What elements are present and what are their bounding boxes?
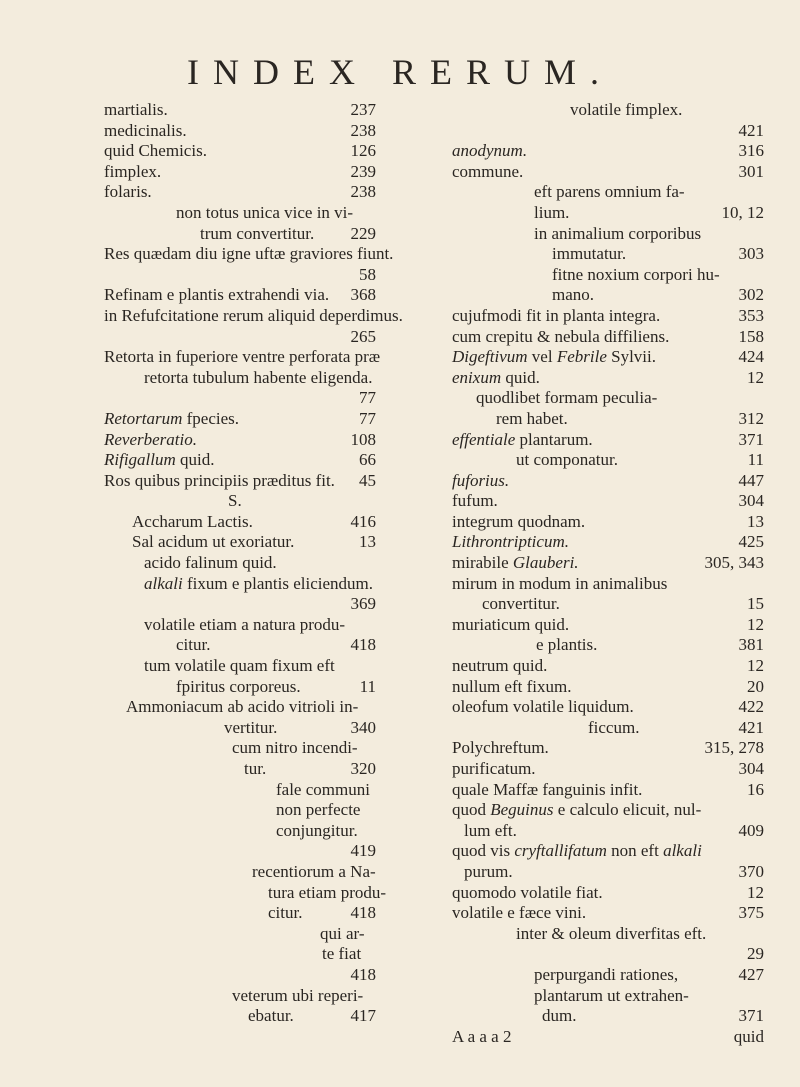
entry-text: fimplex. [104,161,162,181]
entry-page-number: 301 [738,161,764,181]
index-entry [104,635,376,656]
entry-page-number: 12 [747,882,764,902]
index-entry [104,574,376,595]
index-entry [104,841,376,862]
index-entry [452,553,764,574]
index-entry [452,718,764,739]
index-entry [104,182,376,203]
entry-text: eft parens omnium fa- [534,182,685,202]
index-entry [104,162,376,183]
entry-text: purificatum. [452,759,536,778]
entry-text: enixum quid. [452,367,540,387]
entry-text: muriaticum quid. [452,614,570,634]
entry-page-number: 16 [747,779,764,799]
index-entry [104,265,376,286]
entry-text: tum volatile quam fixum eft [144,656,335,676]
entry-page-number: 421 [738,120,764,140]
entry-text: plantarum ut extrahen- [534,985,689,1005]
entry-page-number: 303 [738,244,764,264]
entry-text: folaris. [104,182,152,202]
entry-text: cujufmodi fit in planta integra. [452,305,661,325]
index-entry [452,244,764,265]
entry-page-number: 419 [350,841,376,861]
entry-page-number: 447 [738,470,764,490]
entry-text: oleofum volatile liquidum. [452,697,634,717]
index-entry [104,986,376,1007]
entry-page-number: 15 [747,594,764,614]
index-entry [104,800,376,821]
index-entry [104,780,376,801]
entry-page-number: 58 [359,264,376,284]
entry-text: quid Chemicis. [104,141,207,161]
index-entry [104,368,376,389]
entry-text: neutrum quid. [452,656,548,676]
index-entry [104,759,376,780]
entry-text: Ammoniacum ab acido vitrioli in- [126,697,359,717]
entry-text: mirum in modum in animalibus [452,573,668,593]
entry-text: quodlibet formam peculia- [476,388,658,408]
entry-page-number: 239 [350,161,376,181]
entry-page-number: 12 [747,614,764,634]
entry-text: qui ar- [320,923,365,943]
entry-page-number: 312 [738,408,764,428]
index-entry [104,924,376,945]
entry-page-number: 353 [738,305,764,325]
entry-text: te fiat [322,944,362,964]
index-entry [452,121,764,142]
entry-text: trum convertitur. [200,223,315,243]
entry-page-number: 66 [359,450,376,470]
entry-page-number: 20 [747,676,764,696]
entry-text: Reverberatio. [104,429,197,449]
entry-page-number: 316 [738,141,764,161]
entry-page-number: 421 [738,717,764,737]
index-entry [452,965,764,986]
entry-page-number: 238 [350,182,376,202]
index-entry [452,841,764,862]
entry-text: citur. [176,635,211,655]
index-entry [452,141,764,162]
index-entry [452,182,764,203]
index-entry [104,244,394,265]
entry-page-number: 13 [747,511,764,531]
entry-text: ebatur. [248,1006,294,1026]
entry-text: tura etiam produ- [268,882,387,902]
entry-text: Digeftivum vel Febrile Sylvii. [452,347,656,367]
entry-page-number: 126 [350,141,376,161]
entry-page-number: 416 [350,511,376,531]
entry-page-number: 12 [747,656,764,676]
index-entry [452,944,764,965]
index-entry [452,306,764,327]
index-entry [104,532,376,553]
entry-text: fuforius. [452,470,510,490]
index-entry [104,677,376,698]
index-entry [452,635,764,656]
index-entry [104,882,387,904]
index-entry [104,738,376,759]
entry-text: veterum ubi reperi- [232,985,364,1005]
entry-text: in animalium corporibus [534,223,702,243]
index-entry [104,409,376,430]
entry-text: medicinalis. [104,120,187,140]
entry-text: ficcum. [588,717,640,737]
entry-page-number: 108 [350,429,376,449]
entry-page-number: 304 [738,759,764,778]
entry-page-number: 305, 343 [704,553,764,573]
entry-page-number: 368 [350,285,376,305]
index-entry [452,327,764,348]
entry-text: Retorta in fuperiore ventre perforata præ [104,347,381,367]
entry-page-number: 371 [738,1006,764,1026]
entry-text: quale Maffæ fanguinis infit. [452,779,643,799]
entry-text: Ros quibus principiis præditus fit. [104,470,335,490]
index-entry [104,388,376,409]
entry-page-number: 29 [747,944,764,964]
index-entry [104,121,376,142]
index-entry [452,594,764,615]
entry-page-number: 77 [359,408,376,428]
entry-text: non perfecte [276,800,361,820]
entry-text: recentiorum a Na- [252,861,376,881]
right-index-column [452,100,764,1047]
entry-text: e plantis. [536,635,598,655]
index-entry [104,471,376,492]
entry-text: ut componatur. [516,450,618,470]
entry-text: Rifigallum quid. [104,450,215,470]
entry-page-number: 381 [738,635,764,655]
entry-text: volatile etiam a natura produ- [144,614,346,634]
index-entry [104,944,376,965]
index-entry [452,738,764,759]
entry-text: retorta tubulum habente eligenda. [144,367,373,387]
index-entry [104,903,376,924]
entry-text: inter & oleum diverfitas eft. [516,923,707,943]
index-entry [452,656,764,677]
entry-text: Polychreftum. [452,738,549,758]
entry-page-number: 425 [738,532,764,552]
entry-text: anodynum. [452,141,528,161]
entry-page-number: 371 [738,429,764,449]
entry-text: Accharum Lactis. [132,511,253,531]
index-entry [104,450,376,471]
index-entry [104,594,376,615]
index-entry [104,224,376,245]
index-entry [452,512,764,533]
entry-page-number: 11 [747,450,764,470]
entry-text: dum. [542,1006,577,1026]
index-entry [104,305,403,327]
entry-page-number: 418 [350,964,376,984]
entry-text: in Refufcitatione rerum aliquid deperdimus. [104,305,403,325]
index-entry [104,615,376,636]
index-entry [104,656,376,677]
entry-text: vertitur. [224,717,278,737]
index-entry [452,285,764,306]
entry-text: nullum eft fixum. [452,676,572,696]
index-entry [452,347,764,368]
entry-page-number: 77 [359,388,376,408]
index-entry [104,1006,376,1027]
entry-page-number: 45 [359,470,376,490]
index-entry [452,903,764,924]
index-entry [452,821,764,842]
index-entry [104,821,376,842]
index-entry [452,574,764,595]
entry-page-number: 340 [350,717,376,737]
entry-page-number: 370 [738,861,764,881]
entry-text: mano. [552,285,595,305]
index-entry [104,285,376,306]
index-entry [452,388,764,409]
index-entry [104,141,376,162]
index-entry [452,471,764,492]
entry-text: cum crepitu & nebula diffiliens. [452,326,670,346]
entry-text: Lithrontripticum. [452,532,569,552]
index-entry [452,759,764,780]
entry-page-number: 13 [359,532,376,552]
entry-text: quod vis cryftallifatum non eft alkali [452,841,702,861]
entry-page-number: 12 [747,367,764,387]
index-entry [104,347,381,368]
entry-text: Sal acidum ut exoriatur. [132,532,295,552]
entry-text: convertitur. [482,594,560,614]
entry-text: cum nitro incendi- [232,738,358,758]
entry-text: immutatur. [552,244,627,264]
index-entry [452,677,764,698]
left-index-column [104,100,403,1027]
index-entry [452,532,764,553]
entry-text: Refinam e plantis extrahendi via. [104,285,330,305]
index-entry [104,862,376,883]
entry-text: fitne noxium corpori hu- [552,264,720,284]
index-entry [104,718,376,739]
entry-page-number: quid [733,1026,764,1046]
entry-text: tur. [244,759,267,778]
entry-page-number: 369 [350,594,376,614]
index-entry [452,100,764,121]
index-entry [104,965,376,986]
entry-text: Retortarum fpecies. [104,408,240,428]
entry-page-number: 238 [350,120,376,140]
entry-text: Res quædam diu igne uftæ graviores fiunt. [104,244,394,264]
entry-text: purum. [464,861,513,881]
index-entry [104,553,376,574]
index-entry [452,986,764,1007]
entry-page-number: 302 [738,285,764,305]
entry-text: mirabile Glauberi. [452,553,579,573]
entry-text: martialis. [104,100,168,119]
entry-page-number: 158 [738,326,764,346]
index-entry [452,800,764,821]
entry-text: acido falinum quid. [144,553,277,573]
entry-text: lum eft. [464,820,517,840]
entry-text: quod Beguinus e calculo elicuit, nul- [452,800,702,820]
index-entry [452,615,764,636]
entry-text: conjungitur. [276,820,358,840]
entry-text: volatile e fæce vini. [452,903,587,923]
entry-page-number: 409 [738,820,764,840]
entry-page-number: 424 [738,347,764,367]
entry-text: integrum quodnam. [452,511,586,531]
index-entry [452,368,764,389]
index-entry [452,203,764,224]
entry-page-number: 418 [350,903,376,923]
entry-page-number: 10, 12 [721,202,764,222]
entry-text: commune. [452,161,524,181]
index-entry [104,697,376,718]
index-entry [452,883,764,904]
index-entry [452,780,764,801]
entry-text: citur. [268,903,303,923]
index-entry [104,327,376,348]
entry-page-number: 237 [350,100,376,119]
entry-text: effentiale plantarum. [452,429,593,449]
entry-page-number: 320 [350,759,376,778]
index-entry [452,430,764,451]
entry-page-number: 375 [738,903,764,923]
index-entry [452,224,764,245]
entry-page-number: 417 [350,1006,376,1026]
entry-text: non totus unica vice in vi- [176,202,354,222]
index-entry [452,862,764,883]
entry-page-number: 11 [359,676,376,696]
index-entry [452,162,764,183]
index-entry [452,697,764,718]
page-title: INDEX RERUM. [187,52,613,92]
index-entry [104,203,376,224]
entry-text: S. [228,491,242,511]
entry-page-number: 229 [350,223,376,243]
entry-text: lium. [534,202,570,222]
entry-text: perpurgandi rationes, [534,964,679,984]
entry-page-number: 315, 278 [704,738,764,758]
index-entry [452,450,764,471]
index-entry [104,491,376,512]
index-entry [104,430,376,451]
index-entry [452,924,764,945]
entry-text: fale communi [276,779,370,799]
entry-text: volatile fimplex. [570,100,683,119]
index-entry [452,1006,764,1027]
index-entry [452,265,764,286]
index-entry [452,491,764,512]
entry-page-number: 265 [350,326,376,346]
entry-page-number: 422 [738,697,764,717]
index-entry [452,1027,764,1048]
entry-text: fufum. [452,491,498,511]
entry-text: A a a a 2 [452,1026,512,1046]
index-entry [104,100,376,121]
index-entry [104,512,376,533]
index-entry [452,409,764,430]
entry-page-number: 427 [738,964,764,984]
entry-text: alkali fixum e plantis eliciendum. [144,573,373,593]
entry-text: rem habet. [496,408,568,428]
entry-page-number: 418 [350,635,376,655]
entry-text: quomodo volatile fiat. [452,882,603,902]
entry-text: fpiritus corporeus. [176,676,301,696]
entry-page-number: 304 [738,491,764,511]
